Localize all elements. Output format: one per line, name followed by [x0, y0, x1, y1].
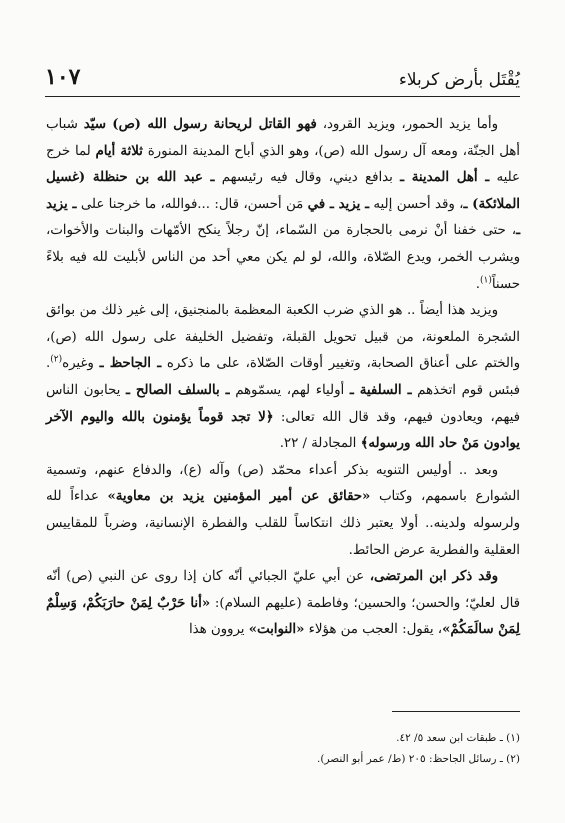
- footnote-rule: [392, 711, 520, 712]
- body-paragraph: [46, 298, 520, 458]
- text-run: مَن أحسن، قال: ...فوالله، ما خرجنا على: [76, 196, 308, 212]
- footnote-item: (١) ـ طبقات ابن سعد ٥/ ٤٢.: [396, 732, 520, 744]
- text-run: عداءاً لله ولرسوله ولدينه.. أولا يعتبر ذلك انتكاساً للقلب والفطرة الإنسانية، وضرباً للمقاييس العقلية والفطرية عرض الحائط.: [46, 489, 520, 558]
- footnotes: [46, 728, 520, 770]
- text-run: وأما يزيد الحمور، ويزيد القرود،: [316, 117, 498, 132]
- text-run: وغيره: [62, 356, 100, 372]
- text-run: ويزيد هذا أيضاً .. هو الذي ضرب الكعبة المعظمة بالمنجنيق، إلى غير ذلك من بوائق الشجرة الملعونة، من قبيل تحويل القبلة، وتفضيل الخليفة على رسول الله (ص)، والختم على أعناق الصحابة، وتغيير أوقات الصّلاة، على ما ذكره: [46, 303, 520, 372]
- page-header: [45, 62, 520, 90]
- header-rule: [45, 96, 520, 97]
- text-run: يروون هذا: [188, 622, 249, 638]
- footnote-marker: (٢): [50, 354, 63, 365]
- text-run: عن أبي عليّ الجبائي أنّه كان إذا روى عن النبي (ص) أنّه قال لعليّ؛ والحسن؛ والحسين؛ وفاطمة (عليهم السلام):: [46, 569, 520, 611]
- bold-text: ـ يزيد ـ في: [307, 196, 369, 212]
- bold-text: وقد ذكر ابن المرتضى،: [369, 569, 498, 585]
- bold-text: «حقائق عن أمير المؤمنين يزيد بن معاوية»: [107, 489, 371, 505]
- text-run: شباب أهل الجنّة، ومعه آل رسول الله (ص)، وهو الذي أباح المدينة المنورة: [46, 117, 520, 159]
- bold-text: ـ الجاحظ ـ: [99, 356, 162, 372]
- bold-text: ثلاثة أيام: [95, 143, 143, 159]
- body-paragraph: [46, 458, 520, 564]
- bold-text: فهو القاتل لريحانة رسول الله (ص) سيّد: [83, 117, 317, 132]
- text-run: بدافع ديني، وقال فيه رئيسهم: [214, 170, 401, 186]
- bold-text: ـ يزيد ـ: [46, 196, 520, 239]
- footnote-marker: (١): [479, 275, 492, 286]
- page-number: ١٠٧: [45, 64, 81, 90]
- text-run: المجادلة / ٢٢.: [279, 436, 361, 452]
- text-run: ، وقد أحسن إليه: [369, 196, 464, 212]
- text-run: لما خرج عليه: [46, 143, 520, 186]
- bold-text: ـ السلفية ـ: [349, 382, 412, 398]
- body-text: [46, 112, 520, 644]
- text-run: ، حتى خفنا أنْ نرمى بالحجارة من السّماء، إنّ رجلاً ينكح الأمّهات والبنات والأخوات، ويشرب الخمر، ويدع الصّلاة، والله، لو لم يكن معي أحد من الناس لأبليت لله فيه بلاءً حسناً: [46, 223, 520, 292]
- body-paragraph: [46, 112, 520, 298]
- bold-text: ﴿لا تجد قوماً يؤمنون بالله واليوم الآخر يوادون مَنْ حاد الله ورسوله﴾: [46, 409, 520, 452]
- text-run: أولياء لهم، يسمّوهم: [229, 382, 350, 398]
- bold-text: ـ بالسلف الصالح ـ: [125, 382, 230, 398]
- text-run: وبعد .. أوليس التنويه بذكر أعداء محمّد (ص) وآله (ع)، والدفاع عنهم، وتسمية الشوارع باسمهم، وكتاب: [46, 462, 521, 505]
- text-run: يحابون الناس فيهم، ويعادون فيهم، وقد قال الله تعالى:: [46, 382, 520, 425]
- bold-text: ـ أهل المدينة ـ: [400, 170, 490, 186]
- text-run: ، يقول: العجب من هؤلاء: [304, 622, 443, 638]
- bold-text: «النوابت»: [248, 622, 305, 638]
- bold-text: «أنا حَرْبٌ لِمَنْ حارَبَكُمْ، وَسِلْمٌ لِمَنْ سالَمَكُمْ»: [46, 595, 520, 638]
- text-run: . فبئس قوم اتخذهم: [46, 356, 520, 398]
- footnote-item: (٢) ـ رسائل الجاحظ: ٢٠٥ (ط/ عمر أبو النصر).: [317, 753, 520, 765]
- running-title: يُقْتَل بأرض كربلاء: [398, 70, 520, 90]
- body-paragraph: [46, 564, 520, 644]
- bold-text: ـ عبد الله بن حنظلة (غسيل الملائكة) ـ: [46, 170, 521, 212]
- text-run: .: [475, 276, 480, 292]
